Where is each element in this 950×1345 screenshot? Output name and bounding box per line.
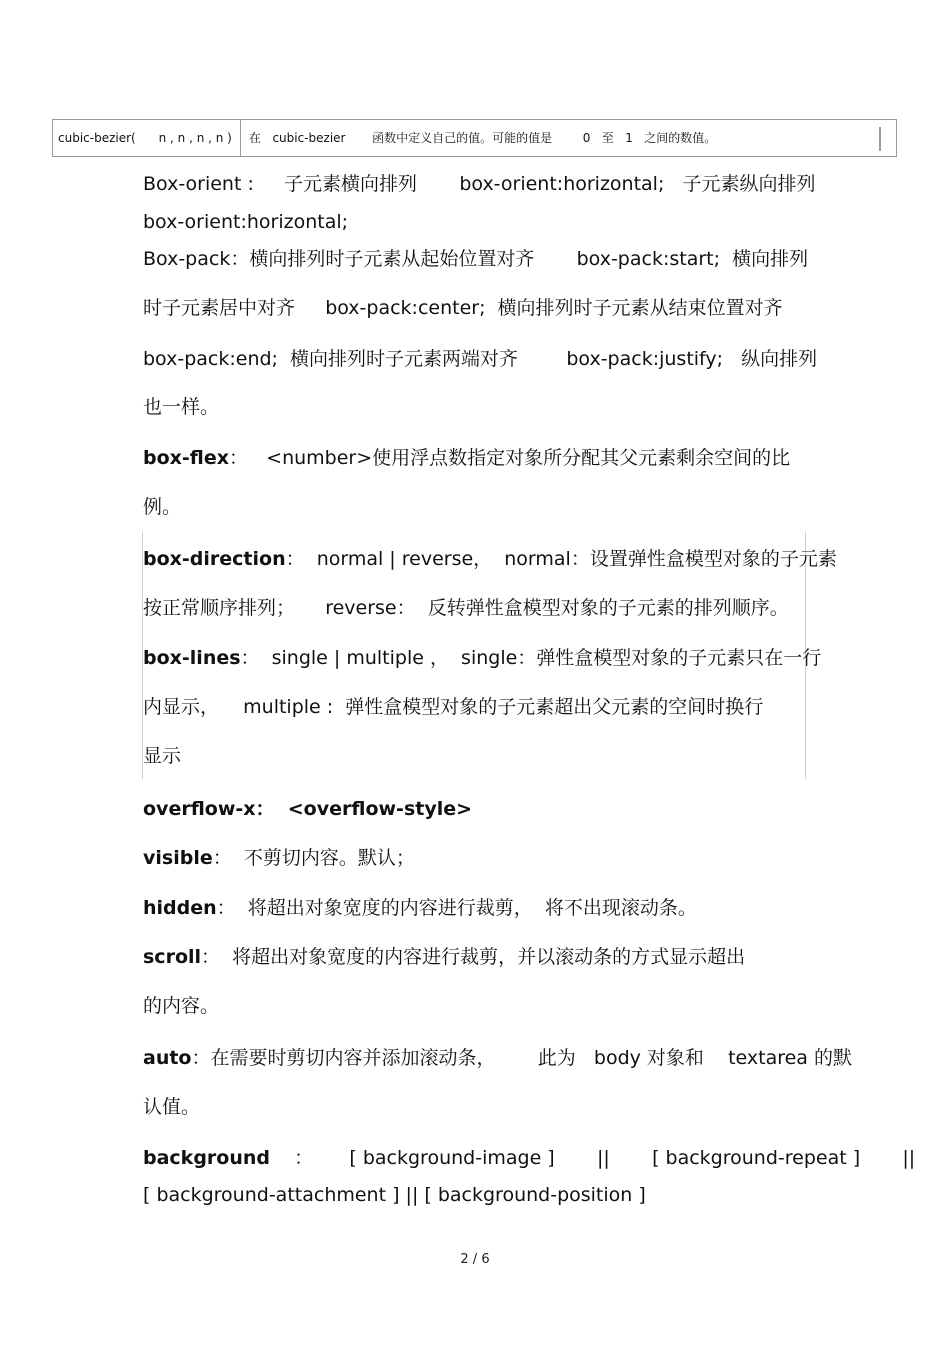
def-box-direction: ： normal | reverse， normal：设置弹性盒模型对象的子元素 bbox=[285, 548, 837, 570]
def-auto: ：在需要时剪切内容并添加滚动条， 此为 body 对象和 textarea 的默 bbox=[191, 1047, 852, 1069]
text-line-box-orient: Box-orient : 子元素横向排列 box-orient:horizontal; 子元素纵向排列 bbox=[143, 173, 816, 195]
text-line-box-pack-center: 时子元素居中对齐 box-pack:center; 横向排列时子元素从结束位置对齐 bbox=[143, 297, 783, 319]
text-line-auto-cont: 认值。 bbox=[143, 1096, 201, 1118]
def-box-lines: ： single | multiple ， single：弹性盒模型对象的子元素只在一行 bbox=[240, 647, 822, 669]
text-line-box-flex-cont: 例。 bbox=[143, 496, 182, 518]
text-line-overflow-x: overflow-x： <overflow-style> bbox=[143, 798, 473, 820]
term-box-flex: box-flex bbox=[143, 447, 230, 469]
text-line-scroll bbox=[143, 945, 745, 969]
term-hidden: hidden bbox=[143, 897, 217, 919]
term-background: background bbox=[143, 1147, 270, 1169]
page-number: 2 / 6 bbox=[460, 1252, 490, 1267]
text-line-visible bbox=[143, 846, 415, 870]
text-line-box-lines-cont: 内显示， multiple : 弹性盒模型对象的子元素超出父元素的空间时换行 bbox=[143, 696, 764, 718]
def-box-flex: ： <number>使用浮点数指定对象所分配其父元素剩余空间的比 bbox=[229, 447, 791, 469]
text-line-auto bbox=[143, 1046, 852, 1070]
table-cell-description: 在 cubic-bezier 函数中定义自己的值。可能的值是 0 至 1 之间的数值。 bbox=[249, 131, 717, 145]
text-line-scroll-cont: 的内容。 bbox=[143, 995, 220, 1017]
text-line-box-pack-end: box-pack:end; 横向排列时子元素两端对齐 box-pack:justify; 纵向排列 bbox=[143, 348, 818, 370]
def-background: ： [ background-image ] || [ background-repeat ] || bbox=[270, 1147, 916, 1169]
text-line-hidden bbox=[143, 896, 697, 920]
term-scroll: scroll bbox=[143, 946, 202, 968]
term-auto: auto bbox=[143, 1047, 192, 1069]
text-line-box-pack: Box-pack：横向排列时子元素从起始位置对齐 box-pack:start; 横向排列 bbox=[143, 248, 809, 270]
def-visible: ： 不剪切内容。默认； bbox=[212, 847, 415, 869]
def-hidden: ： 将超出对象宽度的内容进行裁剪， 将不出现滚动条。 bbox=[216, 897, 697, 919]
term-box-lines: box-lines bbox=[143, 647, 241, 669]
def-scroll: ： 将超出对象宽度的内容进行裁剪，并以滚动条的方式显示超出 bbox=[201, 946, 746, 968]
text-line-box-flex bbox=[143, 446, 790, 470]
property-table-row bbox=[52, 119, 897, 157]
text-line-box-lines bbox=[143, 646, 821, 670]
text-line-box-direction-cont: 按正常顺序排列； reverse： 反转弹性盒模型对象的子元素的排列顺序。 bbox=[143, 597, 789, 619]
text-line-box-lines-end: 显示 bbox=[143, 745, 182, 767]
table-cell-value: cubic-bezier( n , n , n , n ) bbox=[53, 120, 241, 156]
text-line-box-pack-vertical: 也一样。 bbox=[143, 396, 220, 418]
term-visible: visible bbox=[143, 847, 213, 869]
term-box-direction: box-direction bbox=[143, 548, 286, 570]
text-line-box-direction bbox=[143, 547, 837, 571]
text-line-background-cont: [ background-attachment ] || [ background-position ] bbox=[143, 1184, 646, 1206]
text-line-box-orient-cont: box-orient:horizontal; bbox=[143, 211, 349, 233]
table-cell-border bbox=[879, 127, 881, 151]
text-line-background bbox=[143, 1146, 915, 1170]
